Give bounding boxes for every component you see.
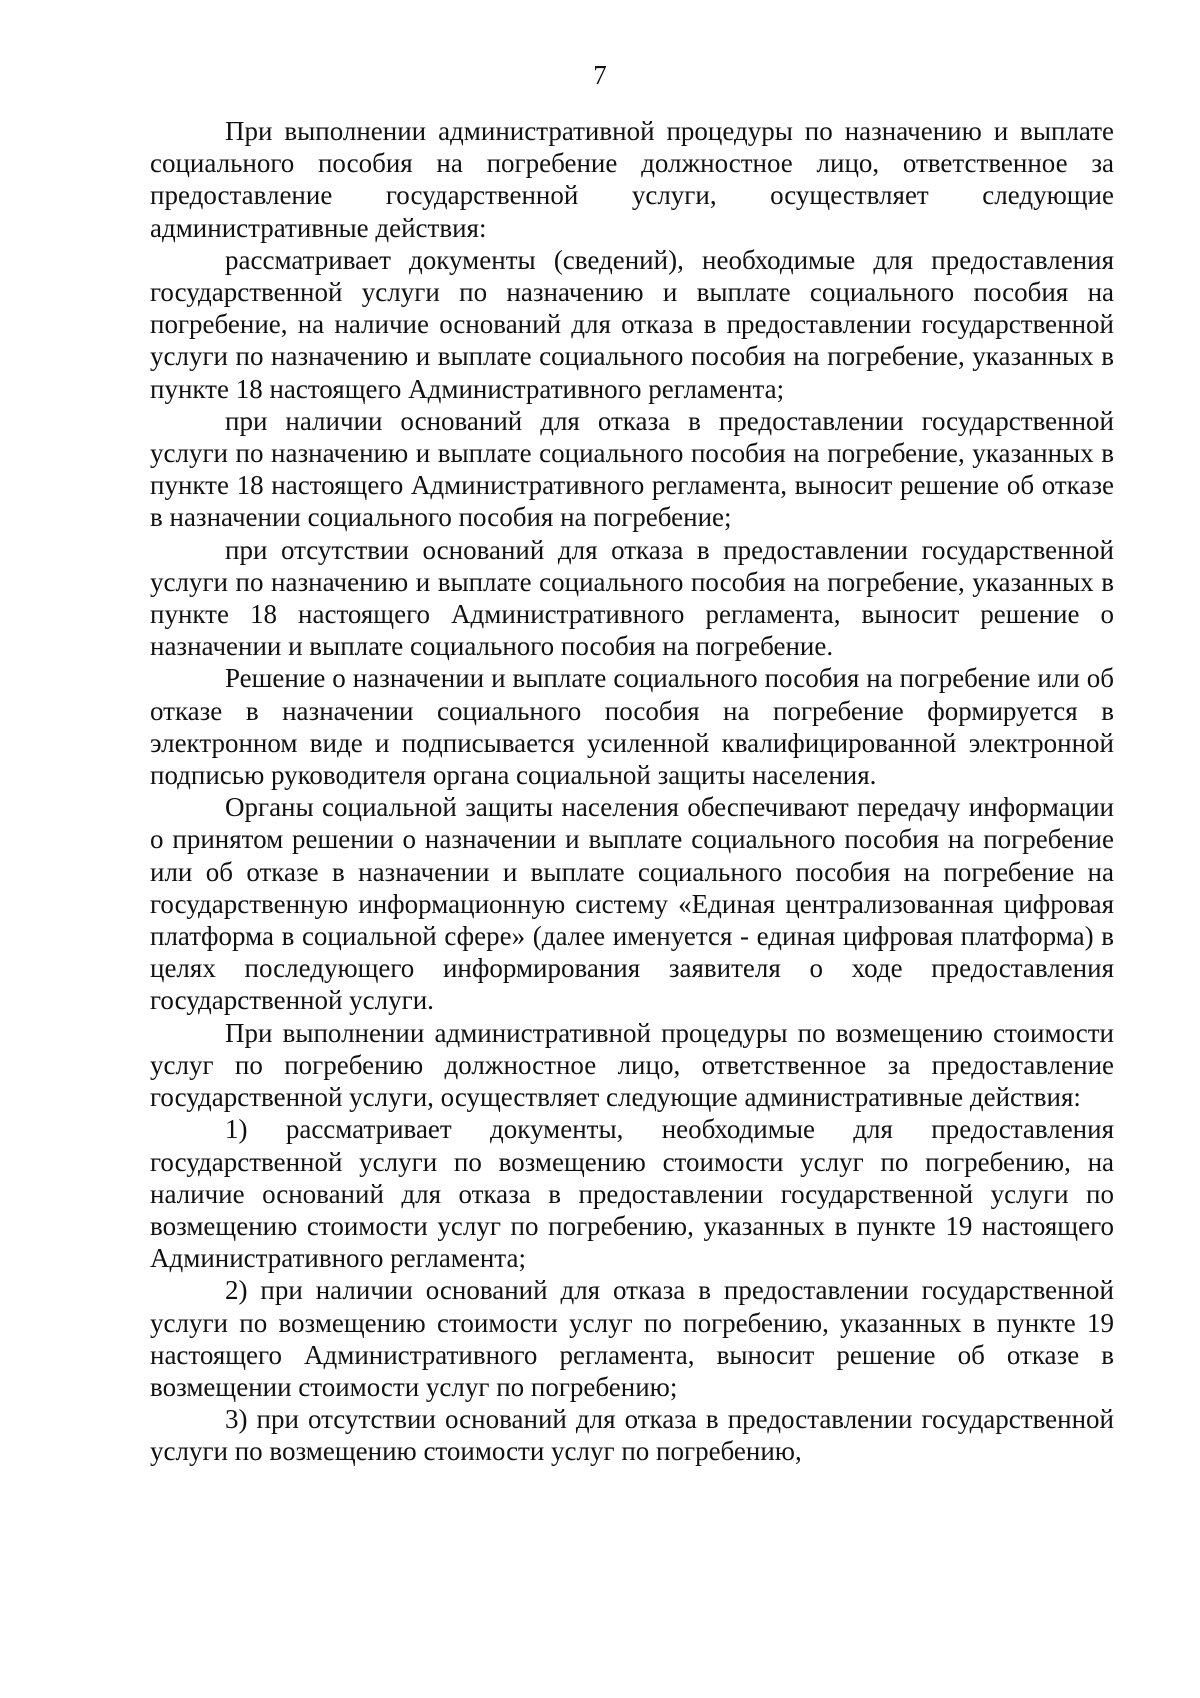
paragraph-digital-platform: Органы социальной защиты населения обеспечивают передачу информации о принятом решении о назначении и выплате социального пособия на погребение или об отказе в назначении и выплате социального пособия на погребение на государственную информационную систему «Единая централизованная цифровая платформа в социальной сфере» (далее именуется - единая цифровая платформа) в целях последующего информирования заявителя о ходе предоставления государственной услуги. bbox=[150, 792, 1114, 1016]
document-body bbox=[150, 115, 1114, 1468]
paragraph-procedure-burial-benefit-intro: При выполнении административной процедуры по назначению и выплате социального пособия на погребение должностное лицо, ответственное за предоставление государственной услуги, осуществляет следующие административные действия: bbox=[150, 116, 1114, 243]
paragraph-review-documents: рассматривает документы (сведений), необходимые для предоставления государственной услуги по назначению и выплате социального пособия на погребение, на наличие оснований для отказа в предоставлении государственной услуги по назначению и выплате социального пособия на погребение, указанных в пункте 18 настоящего Административного регламента; bbox=[150, 244, 1114, 404]
paragraph-procedure-reimbursement-intro: При выполнении административной процедуры по возмещению стоимости услуг по погребению должностное лицо, ответственное за предоставление государственной услуги, осуществляет следующие административные действия: bbox=[150, 1017, 1114, 1113]
page-number: 7 bbox=[593, 60, 607, 90]
paragraph-item-3: 3) при отсутствии оснований для отказа в предоставлении государственной услуги по возмещению стоимости услуг по погребению, bbox=[150, 1404, 1114, 1467]
paragraph-approval-decision: при отсутствии оснований для отказа в предоставлении государственной услуги по назначению и выплате социального пособия на погребение, указанных в пункте 18 настоящего Административного регламента, выносит решение о назначении и выплате социального пособия на погребение. bbox=[150, 534, 1114, 662]
paragraph-electronic-signature: Решение о назначении и выплате социального пособия на погребение или об отказе в назначении социального пособия на погребение формируется в электронном виде и подписывается усиленной квалифицированной электронной подписью руководителя органа социальной защиты населения. bbox=[150, 663, 1114, 791]
paragraph-refusal-decision: при наличии оснований для отказа в предоставлении государственной услуги по назначению и выплате социального пособия на погребение, указанных в пункте 18 настоящего Административного регламента, выносит решение об отказе в назначении социального пособия на погребение; bbox=[150, 405, 1114, 533]
paragraph-item-2: 2) при наличии оснований для отказа в предоставлении государственной услуги по возмещению стоимости услуг по погребению, указанных в пункте 19 настоящего Административного регламента, выносит решение об отказе в возмещении стоимости услуг по погребению; bbox=[150, 1275, 1114, 1402]
paragraph-item-1: 1) рассматривает документы, необходимые для предоставления государственной услуги по возмещению стоимости услуг по погребению, на наличие оснований для отказа в предоставлении государственной услуги по возмещению стоимости услуг по погребению, указанных в пункте 19 настоящего Административного регламента; bbox=[150, 1114, 1114, 1274]
